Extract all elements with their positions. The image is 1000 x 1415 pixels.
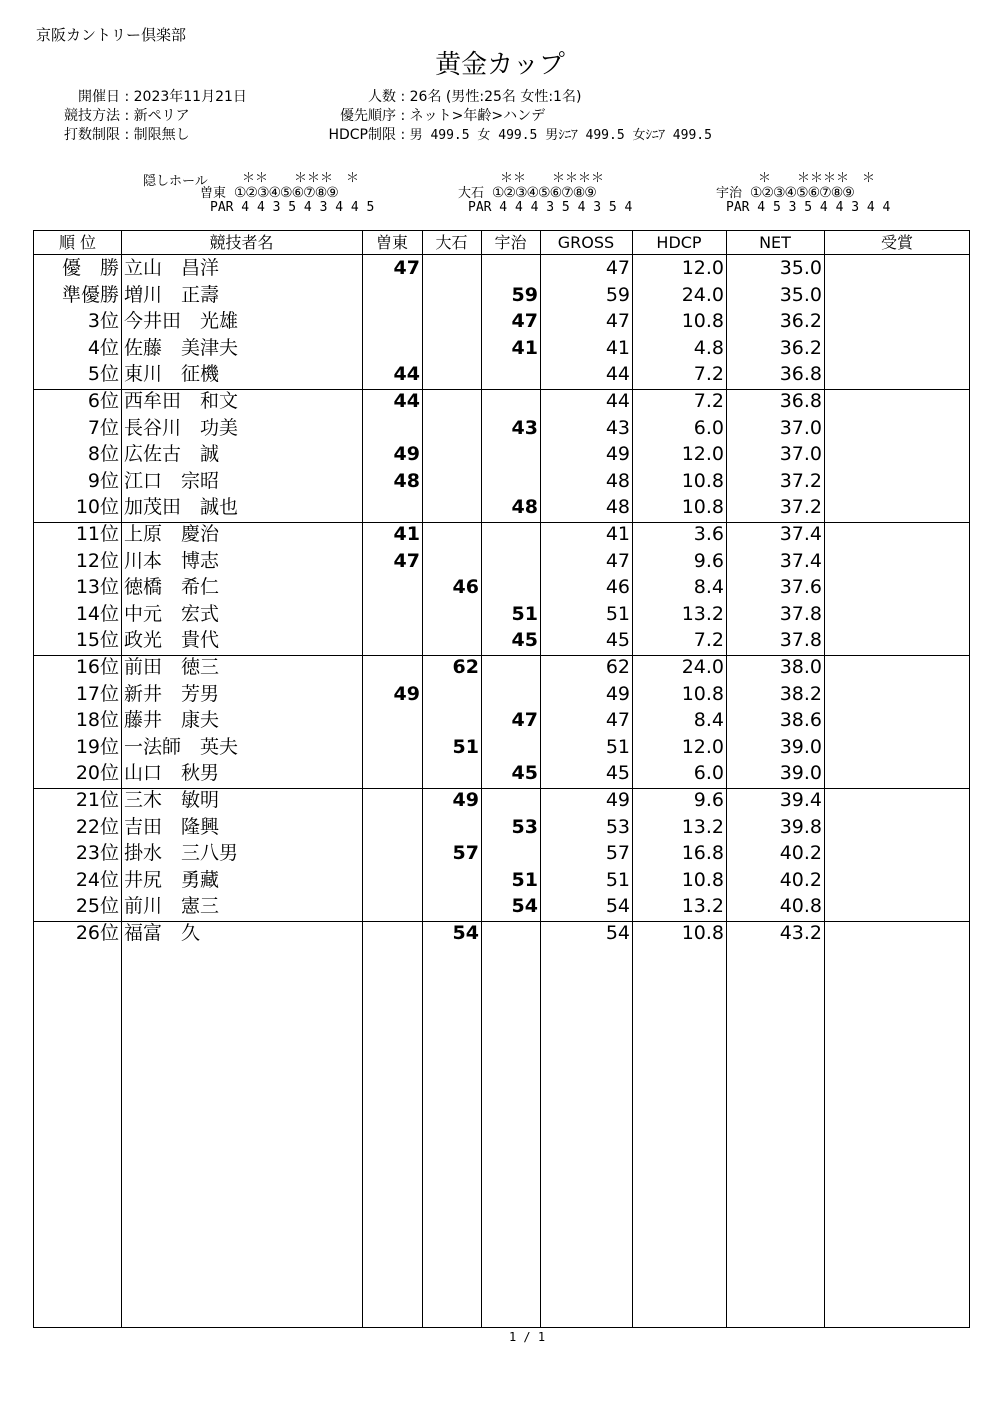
uji-score: 51 bbox=[511, 602, 538, 625]
date-label: 開催日 bbox=[78, 89, 120, 105]
player-name: 東川 征機 bbox=[124, 363, 220, 386]
info-strokes: 打数制限 : 制限無し bbox=[40, 124, 190, 144]
hdcp-label: HDCP制限 bbox=[328, 127, 396, 143]
sotou-score bbox=[362, 415, 420, 441]
sotou-score: 47 bbox=[393, 549, 420, 572]
header-gross: GROSS bbox=[557, 233, 615, 252]
uji-score bbox=[481, 574, 538, 600]
info-method: 競技方法 : 新ペリア bbox=[40, 105, 190, 125]
course-holes bbox=[458, 186, 632, 201]
oishi-score bbox=[422, 760, 479, 786]
rank-cell: 17位 bbox=[75, 682, 119, 705]
group-divider bbox=[34, 522, 969, 523]
gross-score: 45 bbox=[605, 629, 630, 652]
oishi-score: 49 bbox=[452, 789, 479, 811]
hole-numbers: ①②③④⑤⑥⑦⑧⑨ bbox=[749, 185, 854, 201]
oishi-score bbox=[422, 494, 479, 520]
sotou-score: 41 bbox=[393, 523, 420, 545]
oishi-score bbox=[422, 335, 479, 361]
uji-score bbox=[481, 521, 538, 547]
sotou-score: 47 bbox=[393, 257, 420, 279]
oishi-score bbox=[422, 361, 479, 387]
priority-value: ネット>年齢>ハンデ bbox=[409, 108, 546, 124]
net-score: 37.4 bbox=[779, 549, 822, 572]
uji-score: 47 bbox=[511, 310, 538, 333]
gross-score: 53 bbox=[605, 815, 630, 838]
gross-score: 54 bbox=[605, 895, 630, 918]
oishi-score bbox=[422, 308, 479, 334]
priority-label: 優先順序 bbox=[340, 108, 396, 124]
hdcp-value: 13.2 bbox=[681, 815, 724, 838]
hdcp-value: 7.2 bbox=[693, 629, 724, 652]
hdcp-value: 12.0 bbox=[681, 257, 724, 279]
sotou-score bbox=[362, 920, 420, 946]
oishi-score bbox=[422, 601, 479, 627]
hdcp-value: 9.6 bbox=[693, 789, 724, 811]
sotou-score: 44 bbox=[393, 363, 420, 386]
gross-score: 46 bbox=[605, 576, 630, 599]
hidden-hole-label: 隠しホール bbox=[143, 174, 208, 189]
oishi-score bbox=[422, 814, 479, 840]
sotou-score bbox=[362, 760, 420, 786]
hdcp-value: 10.8 bbox=[681, 469, 724, 492]
uji-score bbox=[481, 920, 538, 946]
gross-score: 44 bbox=[605, 363, 630, 386]
player-name: 徳橋 希仁 bbox=[124, 576, 220, 599]
gross-score: 41 bbox=[605, 336, 630, 359]
method-value: 新ペリア bbox=[133, 108, 190, 124]
page-number: 1 / 1 bbox=[508, 1330, 546, 1344]
oishi-score bbox=[422, 388, 479, 414]
col-divider bbox=[121, 231, 122, 1327]
hdcp-value: 7.2 bbox=[693, 390, 724, 412]
info-people: 人数 : 26名 (男性:25名 女性:1名) bbox=[310, 86, 581, 106]
hdcp-value: 13.2 bbox=[681, 602, 724, 625]
net-score: 37.6 bbox=[779, 576, 822, 599]
player-name: 三木 敏明 bbox=[124, 789, 220, 811]
sotou-score bbox=[362, 335, 420, 361]
gross-score: 54 bbox=[605, 922, 630, 944]
uji-score: 41 bbox=[511, 336, 538, 359]
player-name: 一法師 英夫 bbox=[124, 735, 239, 758]
course-holes bbox=[200, 186, 374, 201]
player-name: 福富 久 bbox=[124, 922, 201, 944]
player-name: 江口 宗昭 bbox=[124, 469, 220, 492]
rank-cell: 26位 bbox=[75, 922, 119, 944]
people-value: 26名 (男性:25名 女性:1名) bbox=[409, 89, 582, 105]
sotou-score bbox=[362, 814, 420, 840]
gross-score: 62 bbox=[605, 656, 630, 678]
oishi-score: 46 bbox=[452, 576, 479, 599]
course-sotou bbox=[200, 172, 374, 215]
sotou-score bbox=[362, 627, 420, 653]
rank-cell: 8位 bbox=[87, 443, 119, 466]
header-oishi: 大石 bbox=[435, 233, 468, 252]
hdcp-value: 12.0 bbox=[681, 735, 724, 758]
oishi-score: 51 bbox=[452, 735, 479, 758]
player-name: 掛水 三八男 bbox=[124, 842, 239, 865]
header-name: 競技者名 bbox=[209, 233, 274, 252]
gross-score: 48 bbox=[605, 469, 630, 492]
net-score: 37.4 bbox=[779, 523, 822, 545]
date-value: 2023年11月21日 bbox=[133, 89, 247, 105]
oishi-score: 54 bbox=[452, 922, 479, 944]
oishi-score bbox=[422, 255, 479, 281]
uji-score bbox=[481, 361, 538, 387]
hdcp-value: 10.8 bbox=[681, 682, 724, 705]
oishi-score bbox=[422, 441, 479, 467]
sotou-score: 44 bbox=[393, 390, 420, 412]
sotou-score bbox=[362, 840, 420, 866]
net-score: 40.2 bbox=[779, 842, 822, 865]
player-name: 前川 憲三 bbox=[124, 895, 220, 918]
oishi-score: 62 bbox=[452, 656, 479, 678]
player-name: 今井田 光雄 bbox=[124, 310, 239, 333]
course-holes bbox=[716, 186, 890, 201]
hole-numbers: ①②③④⑤⑥⑦⑧⑨ bbox=[491, 185, 596, 201]
col-divider bbox=[824, 231, 825, 1327]
sotou-score bbox=[362, 707, 420, 733]
net-score: 38.0 bbox=[779, 656, 822, 678]
oishi-score bbox=[422, 627, 479, 653]
net-score: 40.2 bbox=[779, 868, 822, 891]
net-score: 37.0 bbox=[779, 443, 822, 466]
hdcp-value: 10.8 bbox=[681, 310, 724, 333]
gross-score: 57 bbox=[605, 842, 630, 865]
hdcp-value: 24.0 bbox=[681, 283, 724, 306]
oishi-score: 57 bbox=[452, 842, 479, 865]
rank-cell: 18位 bbox=[75, 709, 119, 732]
uji-score bbox=[481, 787, 538, 813]
sotou-score bbox=[362, 601, 420, 627]
rank-cell: 16位 bbox=[75, 656, 119, 678]
net-score: 37.8 bbox=[779, 602, 822, 625]
uji-score: 48 bbox=[511, 496, 538, 519]
info-priority: 優先順序 : ネット>年齢>ハンデ bbox=[310, 105, 545, 125]
oishi-score bbox=[422, 521, 479, 547]
gross-score: 59 bbox=[605, 283, 630, 306]
group-divider bbox=[34, 921, 969, 922]
group-divider bbox=[34, 788, 969, 789]
oishi-score bbox=[422, 681, 479, 707]
net-score: 38.6 bbox=[779, 709, 822, 732]
net-score: 39.0 bbox=[779, 762, 822, 785]
oishi-score bbox=[422, 282, 479, 308]
gross-score: 41 bbox=[605, 523, 630, 545]
sotou-score bbox=[362, 654, 420, 680]
player-name: 川本 博志 bbox=[124, 549, 220, 572]
rank-cell: 3位 bbox=[87, 310, 119, 333]
net-score: 36.2 bbox=[779, 336, 822, 359]
hidden-stars: ＊ ＊＊＊＊ ＊ bbox=[758, 171, 876, 186]
sotou-score: 48 bbox=[393, 469, 420, 492]
hdcp-value: 10.8 bbox=[681, 496, 724, 519]
player-name: 新井 芳男 bbox=[124, 682, 220, 705]
gross-score: 49 bbox=[605, 443, 630, 466]
results-table bbox=[33, 230, 970, 1328]
uji-score bbox=[481, 681, 538, 707]
hole-numbers: ①②③④⑤⑥⑦⑧⑨ bbox=[233, 185, 338, 201]
people-label: 人数 bbox=[368, 89, 396, 105]
gross-score: 47 bbox=[605, 709, 630, 732]
net-score: 39.8 bbox=[779, 815, 822, 838]
hdcp-value: 9.6 bbox=[693, 549, 724, 572]
hdcp-value: 4.8 bbox=[693, 336, 724, 359]
uji-score: 43 bbox=[511, 416, 538, 439]
header-net: NET bbox=[759, 233, 791, 252]
rank-cell: 優 勝 bbox=[61, 257, 119, 279]
net-score: 36.2 bbox=[779, 310, 822, 333]
gross-score: 48 bbox=[605, 496, 630, 519]
gross-score: 51 bbox=[605, 735, 630, 758]
rank-cell: 13位 bbox=[75, 576, 119, 599]
net-score: 36.8 bbox=[779, 363, 822, 386]
uji-score: 47 bbox=[511, 709, 538, 732]
net-score: 35.0 bbox=[779, 257, 822, 279]
player-name: 山口 秋男 bbox=[124, 762, 220, 785]
hdcp-value: 8.4 bbox=[693, 576, 724, 599]
hdcp-value: 10.8 bbox=[681, 922, 724, 944]
uji-score: 53 bbox=[511, 815, 538, 838]
uji-score bbox=[481, 654, 538, 680]
uji-score: 45 bbox=[511, 762, 538, 785]
gross-score: 51 bbox=[605, 868, 630, 891]
info-date: 開催日 : 2023年11月21日 bbox=[40, 86, 247, 106]
net-score: 37.2 bbox=[779, 469, 822, 492]
rank-cell: 7位 bbox=[87, 416, 119, 439]
player-name: 前田 徳三 bbox=[124, 656, 220, 678]
player-name: 上原 慶治 bbox=[124, 523, 220, 545]
page-title: 黄金カップ bbox=[435, 50, 565, 80]
uji-score: 59 bbox=[511, 283, 538, 306]
group-divider bbox=[34, 655, 969, 656]
gross-score: 51 bbox=[605, 602, 630, 625]
method-label: 競技方法 bbox=[64, 108, 120, 124]
rank-cell: 11位 bbox=[75, 523, 119, 545]
course-par: PAR 4 4 4 3 5 4 3 5 4 bbox=[468, 200, 633, 215]
rank-cell: 10位 bbox=[75, 496, 119, 519]
uji-score: 45 bbox=[511, 629, 538, 652]
course-uji bbox=[716, 172, 890, 215]
uji-score bbox=[481, 388, 538, 414]
rank-cell: 12位 bbox=[75, 549, 119, 572]
hdcp-value: 16.8 bbox=[681, 842, 724, 865]
player-name: 立山 昌洋 bbox=[124, 257, 220, 279]
player-name: 加茂田 誠也 bbox=[124, 496, 239, 519]
gross-score: 44 bbox=[605, 390, 630, 412]
uji-score bbox=[481, 468, 538, 494]
hdcp-value: 3.6 bbox=[693, 523, 724, 545]
player-name: 井尻 勇藏 bbox=[124, 868, 220, 891]
header-sotou: 曽東 bbox=[375, 233, 408, 252]
hdcp-value: 8.4 bbox=[693, 709, 724, 732]
sotou-score bbox=[362, 867, 420, 893]
net-score: 37.2 bbox=[779, 496, 822, 519]
uji-score: 51 bbox=[511, 868, 538, 891]
gross-score: 47 bbox=[605, 549, 630, 572]
rank-cell: 21位 bbox=[75, 789, 119, 811]
oishi-score bbox=[422, 548, 479, 574]
hdcp-value: 6.0 bbox=[693, 416, 724, 439]
player-name: 西牟田 和文 bbox=[124, 390, 239, 412]
gross-score: 47 bbox=[605, 257, 630, 279]
net-score: 39.4 bbox=[779, 789, 822, 811]
course-name: 宇治 bbox=[716, 186, 743, 201]
uji-score bbox=[481, 255, 538, 281]
gross-score: 49 bbox=[605, 789, 630, 811]
player-name: 政光 貴代 bbox=[124, 629, 220, 652]
sotou-score bbox=[362, 282, 420, 308]
gross-score: 47 bbox=[605, 310, 630, 333]
rank-cell: 19位 bbox=[75, 735, 119, 758]
gross-score: 45 bbox=[605, 762, 630, 785]
oishi-score bbox=[422, 468, 479, 494]
player-name: 中元 宏式 bbox=[124, 602, 220, 625]
sotou-score bbox=[362, 787, 420, 813]
course-name: 大石 bbox=[458, 186, 485, 201]
course-par: PAR 4 4 3 5 4 3 4 4 5 bbox=[210, 200, 375, 215]
net-score: 36.8 bbox=[779, 390, 822, 412]
strokes-value: 制限無し bbox=[133, 127, 190, 143]
player-name: 吉田 隆興 bbox=[124, 815, 220, 838]
rank-cell: 22位 bbox=[75, 815, 119, 838]
hdcp-value: 10.8 bbox=[681, 868, 724, 891]
gross-score: 49 bbox=[605, 682, 630, 705]
sotou-score: 49 bbox=[393, 443, 420, 466]
rank-cell: 23位 bbox=[75, 842, 119, 865]
hdcp-value: 男 499.5 女 499.5 男ｼﾆｱ 499.5 女ｼﾆｱ 499.5 bbox=[409, 128, 712, 143]
uji-score bbox=[481, 441, 538, 467]
rank-cell: 6位 bbox=[87, 390, 119, 412]
rank-cell: 15位 bbox=[75, 629, 119, 652]
rank-cell: 25位 bbox=[75, 895, 119, 918]
sotou-score bbox=[362, 308, 420, 334]
hdcp-value: 7.2 bbox=[693, 363, 724, 386]
strokes-label: 打数制限 bbox=[64, 127, 120, 143]
rank-cell: 20位 bbox=[75, 762, 119, 785]
oishi-score bbox=[422, 707, 479, 733]
sotou-score bbox=[362, 574, 420, 600]
net-score: 40.8 bbox=[779, 895, 822, 918]
player-name: 佐藤 美津夫 bbox=[124, 336, 239, 359]
net-score: 39.0 bbox=[779, 735, 822, 758]
club-name: 京阪カントリー倶楽部 bbox=[36, 26, 187, 44]
sotou-score: 49 bbox=[393, 682, 420, 705]
course-par: PAR 4 5 3 5 4 4 3 4 4 bbox=[726, 200, 891, 215]
info-hdcp: HDCP制限 : 男 499.5 女 499.5 男ｼﾆｱ 499.5 女ｼﾆｱ 499.5 bbox=[310, 124, 712, 144]
group-divider bbox=[34, 389, 969, 390]
uji-score: 54 bbox=[511, 895, 538, 918]
uji-score bbox=[481, 734, 538, 760]
header-hdcp: HDCP bbox=[656, 233, 702, 252]
hidden-stars: ＊＊ ＊＊＊ ＊ bbox=[242, 171, 360, 186]
player-name: 広佐古 誠 bbox=[124, 443, 220, 466]
header-rank: 順 位 bbox=[58, 233, 97, 252]
sotou-score bbox=[362, 734, 420, 760]
rank-cell: 9位 bbox=[87, 469, 119, 492]
net-score: 35.0 bbox=[779, 283, 822, 306]
player-name: 増川 正壽 bbox=[124, 283, 220, 306]
rank-cell: 14位 bbox=[75, 602, 119, 625]
gross-score: 43 bbox=[605, 416, 630, 439]
hdcp-value: 12.0 bbox=[681, 443, 724, 466]
sotou-score bbox=[362, 494, 420, 520]
oishi-score bbox=[422, 893, 479, 919]
net-score: 37.8 bbox=[779, 629, 822, 652]
course-name: 曽東 bbox=[200, 186, 227, 201]
uji-score bbox=[481, 840, 538, 866]
rank-cell: 準優勝 bbox=[61, 283, 119, 306]
oishi-score bbox=[422, 867, 479, 893]
course-oishi bbox=[458, 172, 632, 215]
player-name: 藤井 康夫 bbox=[124, 709, 220, 732]
hdcp-value: 6.0 bbox=[693, 762, 724, 785]
sotou-score bbox=[362, 893, 420, 919]
rank-cell: 24位 bbox=[75, 868, 119, 891]
hidden-stars: ＊＊ ＊＊＊＊ bbox=[500, 171, 605, 186]
net-score: 38.2 bbox=[779, 682, 822, 705]
rank-cell: 4位 bbox=[87, 336, 119, 359]
rank-cell: 5位 bbox=[87, 363, 119, 386]
net-score: 43.2 bbox=[779, 922, 822, 944]
hdcp-value: 13.2 bbox=[681, 895, 724, 918]
player-name: 長谷川 功美 bbox=[124, 416, 239, 439]
net-score: 37.0 bbox=[779, 416, 822, 439]
hdcp-value: 24.0 bbox=[681, 656, 724, 678]
header-uji: 宇治 bbox=[494, 233, 527, 252]
oishi-score bbox=[422, 415, 479, 441]
uji-score bbox=[481, 548, 538, 574]
header-award: 受賞 bbox=[880, 233, 913, 252]
